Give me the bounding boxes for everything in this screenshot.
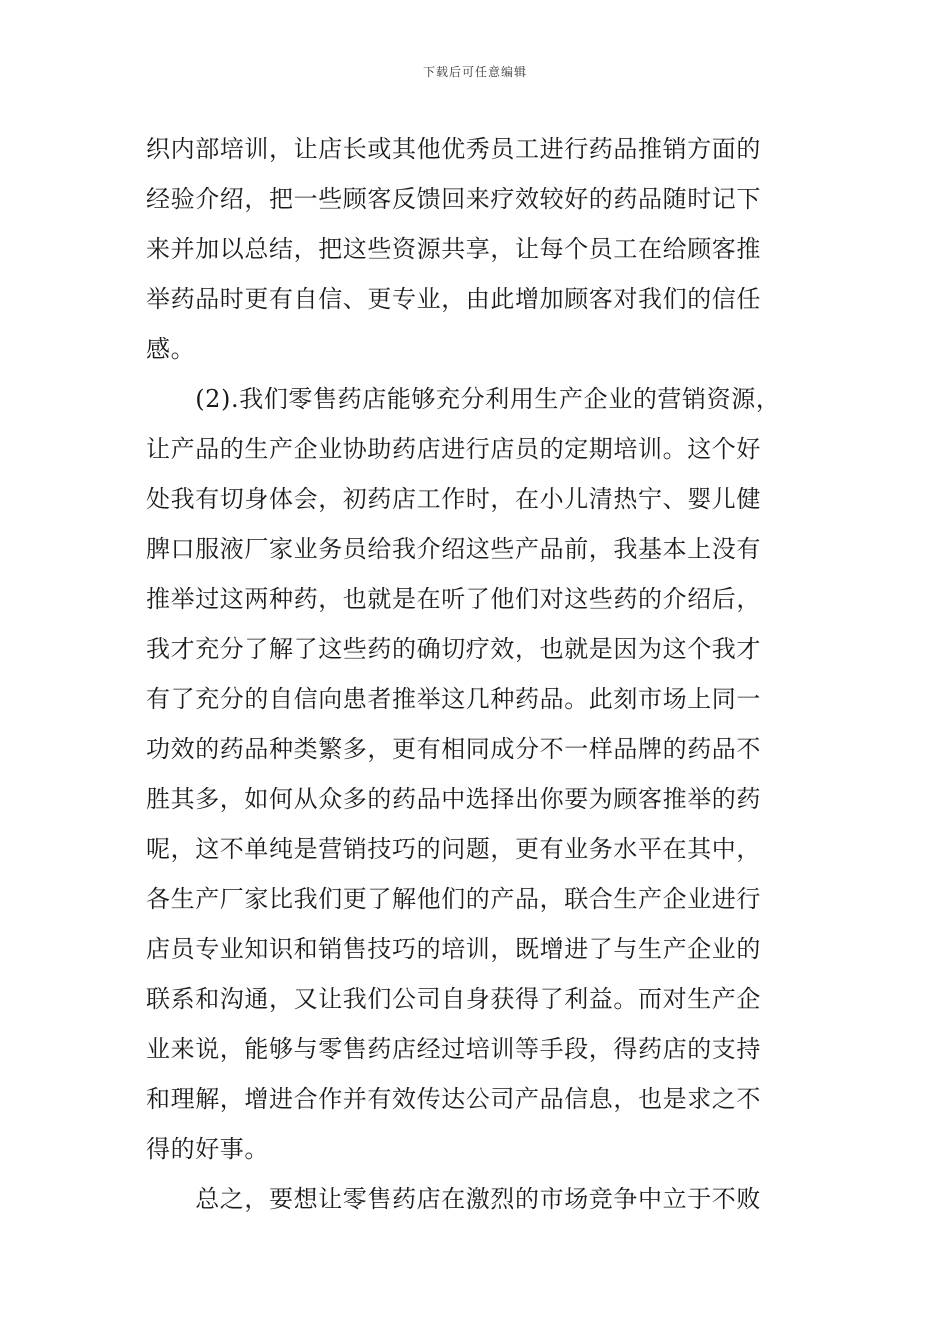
page-header: 下载后可任意编辑 bbox=[422, 65, 527, 79]
text-line: 脾口服液厂家业务员给我介绍这些产品前，我基本上没有 bbox=[146, 535, 761, 563]
text-line: 呢，这不单纯是营销技巧的问题，更有业务水平在其中， bbox=[146, 835, 761, 863]
text-line: 得的好事。 bbox=[146, 1135, 269, 1163]
text-line: (2).我们零售药店能够充分利用生产企业的营销资源， bbox=[146, 385, 781, 413]
text-line: 各生产厂家比我们更了解他们的产品，联合生产企业进行 bbox=[146, 885, 761, 913]
text-line: 感。 bbox=[146, 335, 196, 363]
text-line: 举药品时更有自信、更专业，由此增加顾客对我们的信任 bbox=[146, 285, 761, 313]
text-line: 胜其多，如何从众多的药品中选择出你要为顾客推举的药 bbox=[146, 785, 761, 813]
text-line: 有了充分的自信向患者推举这几种药品。此刻市场上同一 bbox=[146, 685, 761, 713]
text-line: 联系和沟通，又让我们公司自身获得了利益。而对生产企 bbox=[146, 985, 761, 1013]
text-line: 织内部培训，让店长或其他优秀员工进行药品推销方面的 bbox=[146, 135, 761, 163]
text-line: 和理解，增进合作并有效传达公司产品信息，也是求之不 bbox=[146, 1085, 761, 1113]
text-line: 来并加以总结，把这些资源共享，让每个员工在给顾客推 bbox=[146, 235, 761, 263]
text-line: 总之，要想让零售药店在激烈的市场竞争中立于不败 bbox=[146, 1185, 761, 1213]
text-line: 我才充分了解了这些药的确切疗效，也就是因为这个我才 bbox=[146, 635, 761, 663]
text-line: 推举过这两种药，也就是在听了他们对这些药的介绍后， bbox=[146, 585, 761, 613]
text-line: 让产品的生产企业协助药店进行店员的定期培训。这个好 bbox=[146, 435, 761, 463]
text-line: 业来说，能够与零售药店经过培训等手段，得药店的支持 bbox=[146, 1035, 761, 1063]
text-line: 店员专业知识和销售技巧的培训，既增进了与生产企业的 bbox=[146, 935, 761, 963]
text-line: 经验介绍，把一些顾客反馈回来疗效较好的药品随时记下 bbox=[146, 185, 761, 213]
text-line: 处我有切身体会，初药店工作时，在小儿清热宁、婴儿健 bbox=[146, 485, 761, 513]
text-line: 功效的药品种类繁多，更有相同成分不一样品牌的药品不 bbox=[146, 735, 761, 763]
